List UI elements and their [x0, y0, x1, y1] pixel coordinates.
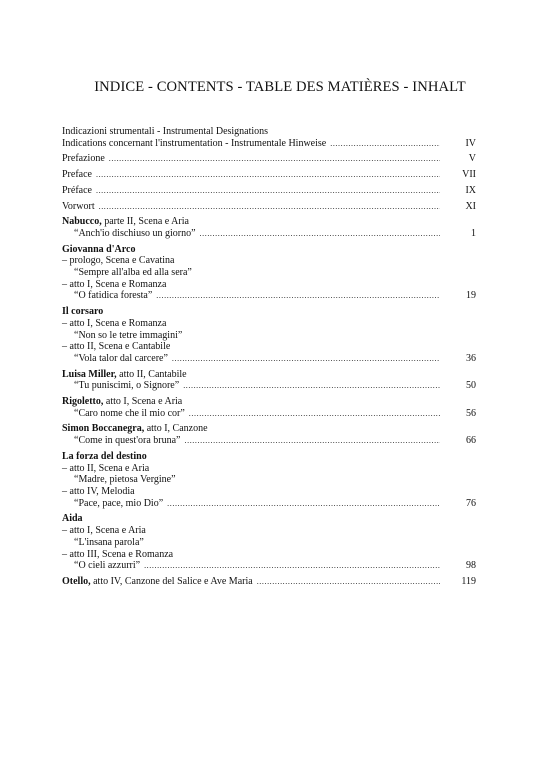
toc-entry-simon-boccanegra: [62, 423, 476, 446]
toc-line: – atto I, Scena e Romanza: [62, 317, 167, 329]
toc-line: Prefazione: [62, 153, 105, 165]
aria-title: “Come in quest'ora bruna”: [74, 435, 181, 447]
toc-entry-giovanna: [62, 244, 476, 303]
opera-title: Giovanna d'Arco: [62, 243, 136, 255]
page-number: 119: [461, 575, 476, 587]
page-number: VII: [462, 169, 476, 181]
toc-entry-preface: [62, 169, 476, 181]
toc-line: – atto II, Scena e Aria: [62, 462, 150, 474]
toc-line: Vorwort: [62, 200, 95, 212]
table-of-contents: [62, 126, 476, 588]
leader-dots: [144, 560, 440, 572]
leader-dots: [185, 435, 441, 447]
page-number: 36: [466, 352, 476, 364]
toc-line: atto IV, Canzone del Salice e Ave Maria: [90, 575, 253, 587]
opera-title: Luisa Miller,: [62, 368, 117, 380]
toc-entry-rigoletto: [62, 396, 476, 419]
toc-entry-preface-fr: [62, 185, 476, 197]
aria-title: “O fatidica foresta”: [74, 290, 153, 302]
aria-title: “O cieli azzurri”: [74, 560, 141, 572]
opera-title: Rigoletto,: [62, 396, 104, 408]
toc-line: – prologo, Scena e Cavatina: [62, 255, 175, 267]
toc-entry-otello: [62, 576, 476, 588]
leader-dots: [183, 380, 440, 392]
aria-title: “Non so le tetre immagini”: [74, 329, 183, 341]
toc-entry-instrumental: [62, 126, 476, 149]
page-number: 98: [466, 560, 476, 572]
aria-title: “Pace, pace, mio Dio”: [74, 497, 164, 509]
aria-title: “Sempre all'alba ed alla sera”: [74, 267, 192, 279]
opera-title: Nabucco,: [62, 216, 102, 228]
aria-title: “Madre, pietosa Vergine”: [74, 474, 176, 486]
aria-title: “Caro nome che il mio cor”: [74, 407, 185, 419]
toc-line: atto II, Cantabile: [116, 368, 187, 380]
opera-title: La forza del destino: [62, 450, 147, 462]
toc-line: atto I, Canzone: [144, 423, 208, 435]
page-number: 19: [466, 290, 476, 302]
page-number: 66: [466, 435, 476, 447]
toc-line: – atto I, Scena e Aria: [62, 525, 146, 537]
page-number: 76: [466, 497, 476, 509]
opera-title: Simon Boccanegra,: [62, 423, 145, 435]
toc-line: – atto IV, Melodia: [62, 485, 135, 497]
page-number: IV: [465, 137, 476, 149]
page-number: 56: [466, 407, 476, 419]
toc-entry-aida: [62, 513, 476, 572]
toc-line: – atto II, Scena e Cantabile: [62, 341, 171, 353]
toc-line: Preface: [62, 169, 92, 181]
leader-dots: [189, 408, 440, 420]
leader-dots: [156, 290, 440, 302]
toc-entry-nabucco: [62, 216, 476, 239]
toc-line: Indications concernant l'instrumentation - Instrumentale Hinweise: [62, 137, 327, 149]
toc-line: parte II, Scena e Aria: [101, 216, 189, 228]
toc-entry-prefazione: [62, 153, 476, 165]
leader-dots: [109, 153, 440, 165]
toc-line: – atto I, Scena e Romanza: [62, 278, 167, 290]
toc-line: atto I, Scena e Aria: [103, 396, 183, 408]
opera-title: Otello,: [62, 575, 91, 587]
toc-line: Indicazioni strumentali - Instrumental Designations: [62, 126, 269, 137]
leader-dots: [96, 169, 440, 181]
aria-title: “Vola talor dal carcere”: [74, 352, 168, 364]
leader-dots: [96, 185, 440, 197]
toc-line: – atto III, Scena e Romanza: [62, 548, 174, 560]
toc-entry-corsaro: [62, 306, 476, 365]
page-title: INDICE - CONTENTS - TABLE DES MATIÈRES - INHALT: [94, 79, 466, 95]
leader-dots: [167, 498, 440, 510]
leader-dots: [99, 201, 440, 213]
toc-entry-forza-del-destino: [62, 451, 476, 510]
leader-dots: [200, 228, 440, 240]
page-number: 1: [471, 227, 476, 239]
opera-title: Aida: [62, 513, 83, 525]
toc-entry-luisa-miller: [62, 369, 476, 392]
toc-line: Préface: [62, 184, 92, 196]
toc-entry-vorwort: [62, 201, 476, 213]
page-number: XI: [465, 200, 476, 212]
page-number: V: [468, 153, 476, 165]
aria-title: “Tu puniscimi, o Signore”: [74, 380, 180, 392]
aria-title: “Anch'io dischiuso un giorno”: [74, 227, 196, 239]
page-number: IX: [465, 184, 476, 196]
page-number: 50: [466, 380, 476, 392]
leader-dots: [330, 138, 440, 150]
opera-title: Il corsaro: [62, 306, 104, 318]
leader-dots: [172, 353, 440, 365]
leader-dots: [257, 576, 440, 588]
aria-title: “L'insana parola”: [74, 536, 144, 548]
